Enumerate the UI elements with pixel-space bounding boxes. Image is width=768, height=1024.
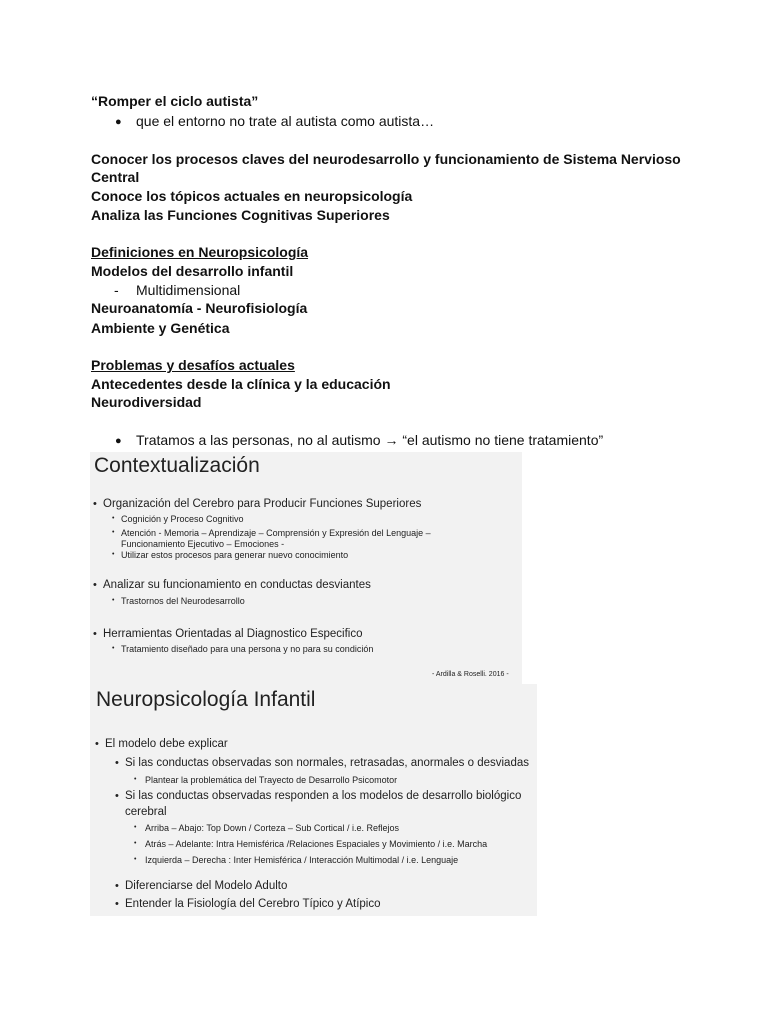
bullet-dot: ● <box>115 116 122 128</box>
section-2-item-2: Neurodiversidad <box>91 394 202 410</box>
sub-sub-bullet-dot: • <box>134 776 137 783</box>
slide-bullet-2: Analizar su funcionamiento en conductas desviantes <box>103 579 371 591</box>
slide-subsubbullet: Atrás – Adelante: Intra Hemisférica /Relaciones Espaciales y Movimiento / i.e. Marcha <box>145 839 488 849</box>
slide-subbullet: Si las conductas observadas responden a los modelos de desarrollo biológico <box>125 790 522 802</box>
section-1-item-3: Ambiente y Genética <box>91 320 230 336</box>
slide-contextualizacion <box>90 452 522 684</box>
sub-bullet-dot: • <box>112 597 115 604</box>
slide-subbullet: Tratamiento diseñado para una persona y no para su condición <box>121 644 374 654</box>
sub-sub-bullet-dot: • <box>134 840 137 847</box>
slide-subbullet: Atención - Memoria – Aprendizaje – Comprensión y Expresión del Lenguaje – <box>121 528 431 538</box>
bullet-dot: • <box>93 579 97 591</box>
section-1-item-2: Neuroanatomía - Neurofisiología <box>91 300 308 316</box>
section-2-heading: Problemas y desafíos actuales <box>91 357 295 373</box>
slide-citation: - Ardilla & Roselli. 2016 - <box>432 671 509 678</box>
slide-subbullet: Trastornos del Neurodesarrollo <box>121 596 245 606</box>
quote-title: “Romper el ciclo autista” <box>91 93 259 109</box>
objective-2: Conoce los tópicos actuales en neuropsicología <box>91 188 413 204</box>
sub-bullet-dot: • <box>115 898 119 910</box>
sub-sub-bullet-dot: • <box>134 824 137 831</box>
section-2-item-1: Antecedentes desde la clínica y la educación <box>91 376 391 392</box>
final-bullet-text: Tratamos a las personas, no al autismo → “el autismo no tiene tratamiento” <box>136 432 604 448</box>
slide-title: Contextualización <box>94 454 260 477</box>
section-1-heading: Definiciones en Neuropsicología <box>91 244 309 260</box>
slide-subbullet: Cognición y Proceso Cognitivo <box>121 514 244 524</box>
slide-neuropsicologia-infantil <box>90 684 537 916</box>
slide-bullet-1: El modelo debe explicar <box>105 738 228 750</box>
slide-subbullet: Utilizar estos procesos para generar nuevo conocimiento <box>121 550 349 560</box>
sub-bullet-dot: • <box>115 757 119 769</box>
bullet-dot: ● <box>115 435 122 447</box>
slide-subbullet-continued: Funcionamiento Ejecutivo – Emociones - <box>121 539 285 549</box>
sub-bullet-dot: • <box>112 529 115 536</box>
slide-subsubbullet: Arriba – Abajo: Top Down / Corteza – Sub Cortical / i.e. Reflejos <box>145 823 399 833</box>
slide-subbullet: Si las conductas observadas son normales, retrasadas, anormales o desviadas <box>125 757 529 769</box>
dash-marker: - <box>114 282 119 298</box>
section-1-subitem: Multidimensional <box>136 282 241 298</box>
slide-title: Neuropsicología Infantil <box>96 688 316 711</box>
bullet-dot: • <box>93 498 97 510</box>
objective-1-line-1: Conocer los procesos claves del neurodesarrollo y funcionamiento de Sistema Nervioso <box>91 151 681 167</box>
quote-bullet-text: que el entorno no trate al autista como autista… <box>136 113 435 129</box>
sub-bullet-dot: • <box>115 790 119 802</box>
bullet-dot: • <box>95 738 99 750</box>
objective-1-line-2: Central <box>91 169 140 185</box>
slide-subbullet-continued: cerebral <box>125 806 167 818</box>
sub-sub-bullet-dot: • <box>134 856 137 863</box>
slide-bullet-3: Herramientas Orientadas al Diagnostico Especifico <box>103 628 363 640</box>
sub-bullet-dot: • <box>112 645 115 652</box>
slide-subbullet: Diferenciarse del Modelo Adulto <box>125 880 288 892</box>
sub-bullet-dot: • <box>115 880 119 892</box>
slide-bullet-1: Organización del Cerebro para Producir Funciones Superiores <box>103 498 422 510</box>
sub-bullet-dot: • <box>112 551 115 558</box>
objective-3: Analiza las Funciones Cognitivas Superiores <box>91 207 390 223</box>
slide-subsubbullet: Izquierda – Derecha : Inter Hemisférica / Interacción Multimodal / i.e. Lenguaje <box>145 855 459 865</box>
section-1-item-1: Modelos del desarrollo infantil <box>91 263 294 279</box>
slide-subsubbullet: Plantear la problemática del Trayecto de Desarrollo Psicomotor <box>145 775 398 785</box>
slide-subbullet: Entender la Fisiología del Cerebro Típico y Atípico <box>125 898 381 910</box>
sub-bullet-dot: • <box>112 515 115 522</box>
bullet-dot: • <box>93 628 97 640</box>
